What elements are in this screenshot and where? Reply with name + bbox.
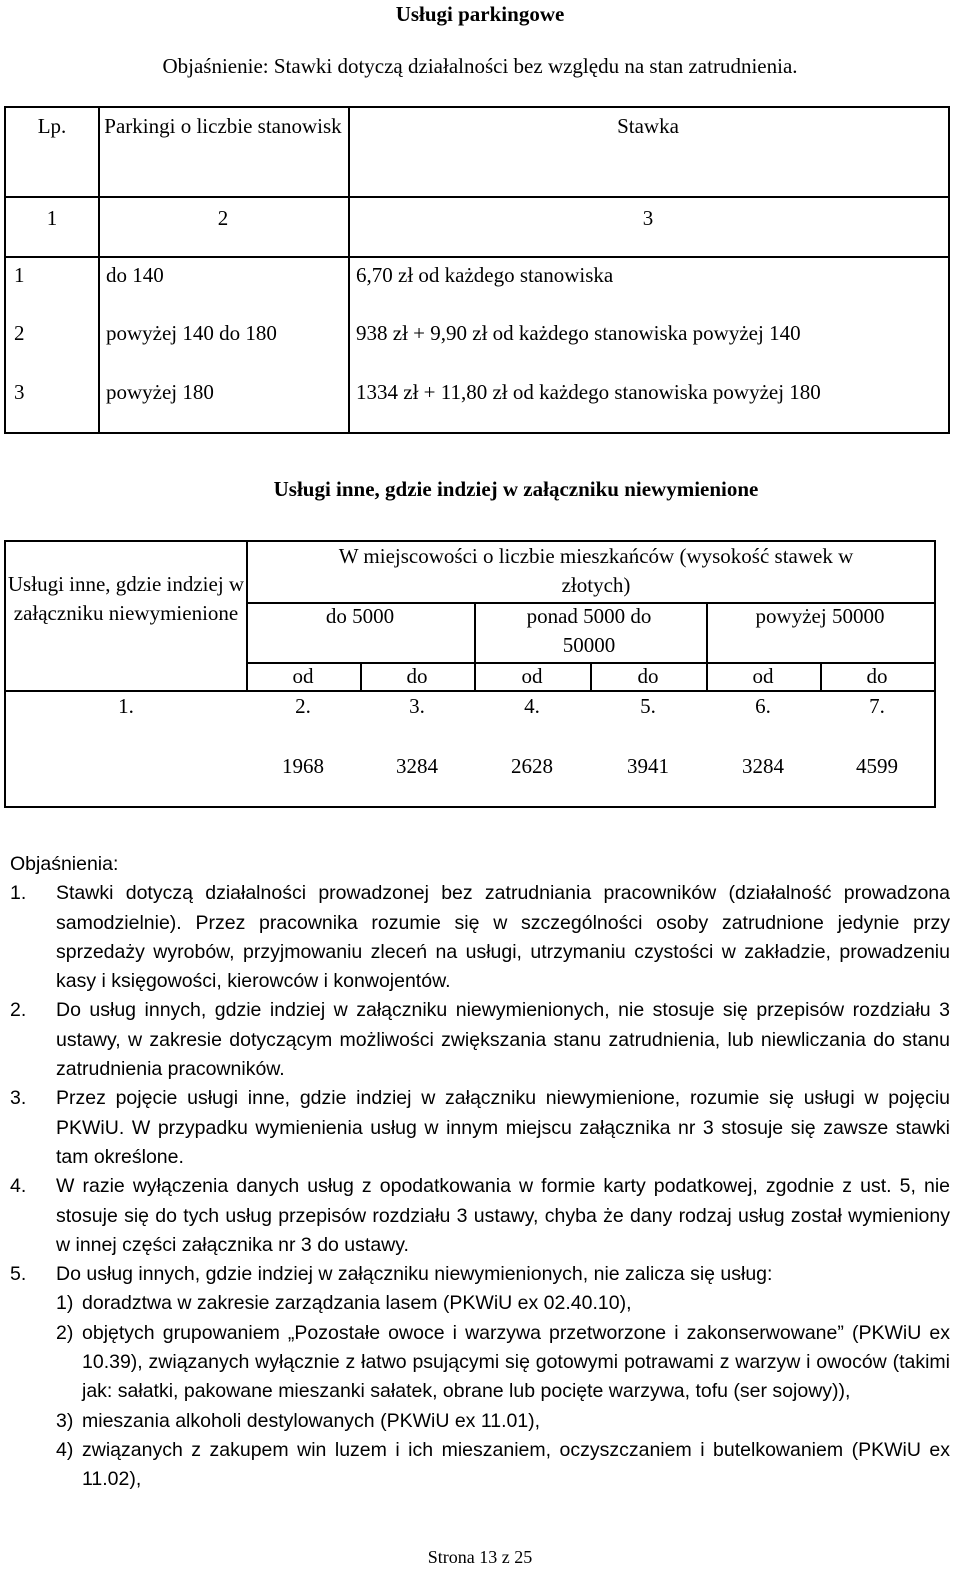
- subitem-number: 1): [56, 1292, 74, 1315]
- note-item: [10, 879, 950, 996]
- row-number: 1: [14, 263, 25, 287]
- rate-value: 1968: [282, 754, 324, 778]
- od-label: od: [292, 664, 314, 688]
- table-divider: [6, 196, 948, 198]
- note-text: W razie wyłączenia danych usług z opodatkowania w formie karty podatkowej, zgodnie z ust. 5, nie stosuje się do tych usług przepisów rozdziału 3 ustawy, chyba że dany rodzaj usług został wymieniony w innej części załącznika nr 3 do ustawy.: [56, 1175, 950, 1256]
- notes-heading: Objaśnienia:: [10, 853, 119, 875]
- column-index: 4.: [524, 694, 540, 718]
- table-divider: [348, 108, 350, 432]
- section-title: Usługi inne, gdzie indziej w załączniku niewymienione: [273, 477, 759, 501]
- header-parking-spaces: Parkingi o liczbie stanowisk: [104, 114, 342, 138]
- explanation-text: Objaśnienie: Stawki dotyczą działalności bez względu na stan zatrudnienia.: [162, 54, 798, 78]
- column-index: 3: [642, 206, 654, 230]
- note-item: [10, 1172, 950, 1260]
- column-index: 3.: [409, 694, 425, 718]
- column-index: 7.: [869, 694, 885, 718]
- subitem-number: 2): [56, 1321, 74, 1344]
- od-label: od: [521, 664, 543, 688]
- note-subitem: [10, 1289, 950, 1318]
- row-number: 3: [14, 380, 25, 404]
- rate-value: 3941: [627, 754, 669, 778]
- note-item: [10, 1084, 950, 1172]
- other-services-table: [4, 540, 936, 808]
- row-range: powyżej 180: [106, 380, 214, 404]
- subitem-text: doradztwa w zakresie zarządzania lasem (PKWiU ex 02.40.10),: [82, 1292, 632, 1315]
- table-divider: [6, 256, 948, 258]
- range-header: do 5000: [325, 604, 395, 628]
- header-lp: Lp.: [37, 114, 67, 138]
- header-rate: Stawka: [617, 114, 679, 138]
- column-index: 5.: [640, 694, 656, 718]
- subitem-number: 4): [56, 1438, 74, 1461]
- note-item: [10, 1260, 950, 1289]
- row-rate: 938 zł + 9,90 zł od każdego stanowiska powyżej 140: [356, 321, 801, 345]
- row-number: 2: [14, 321, 25, 345]
- column-index: 1.: [118, 694, 134, 718]
- rate-value: 3284: [396, 754, 438, 778]
- note-text: Przez pojęcie usługi inne, gdzie indziej w załączniku niewymienione, rozumie się usługi w pojęciu PKWiU. W przypadku wymienienia usług w innym miejscu załącznika nr 3 stosuje się zawsze stawki tam określone.: [56, 1087, 950, 1168]
- rate-value: 4599: [856, 754, 898, 778]
- note-number: 3.: [10, 1087, 27, 1110]
- column-index: 1: [46, 206, 58, 230]
- range-header: ponad 5000 do 50000: [526, 604, 652, 657]
- do-label: do: [866, 664, 888, 688]
- note-number: 4.: [10, 1175, 27, 1198]
- rate-value: 3284: [742, 754, 784, 778]
- notes-section: [10, 850, 950, 1495]
- subitem-text: mieszania alkoholi destylowanych (PKWiU ex 11.01),: [82, 1409, 541, 1432]
- do-label: do: [637, 664, 659, 688]
- note-subitem: [10, 1407, 950, 1436]
- note-subitem: [10, 1319, 950, 1407]
- column-index: 2: [217, 206, 229, 230]
- od-label: od: [752, 664, 774, 688]
- page-number: Strona 13 z 25: [427, 1547, 533, 1567]
- subitem-text: objętych grupowaniem „Pozostałe owoce i warzywa przetworzone i zakonserwowane” (PKWiU ex 10.39), związanych wyłącznie z łatwo psującymi się gotowymi potrawami z warzyw i owoców (takimi jak: sałatki, pakowane mieszanki sałatek, obrane lub pocięte warzywa, tofu (ser sojowy)),: [82, 1321, 950, 1403]
- note-number: 2.: [10, 999, 27, 1022]
- parking-rates-table: [4, 106, 950, 434]
- subitem-number: 3): [56, 1409, 74, 1432]
- range-header: powyżej 50000: [755, 604, 885, 628]
- column-index: 2.: [295, 694, 311, 718]
- subitem-text: związanych z zakupem win luzem i ich mieszaniem, oczyszczaniem i butelkowaniem (PKWiU ex 11.02),: [82, 1438, 950, 1491]
- row-range: powyżej 140 do 180: [106, 321, 277, 345]
- table-divider: [98, 108, 100, 432]
- note-number: 1.: [10, 882, 27, 905]
- note-subitem: [10, 1436, 950, 1495]
- note-text: Stawki dotyczą działalności prowadzonej bez zatrudniania pracowników (działalność prowadzona samodzielnie). Przez pracownika rozumie się w szczególności osoby zatrudnione jedynie przy sprzedaży wyrobów, przyjmowaniu zleceń na usługi, utrzymaniu czystości w zakładzie, prowadzeniu kasy i księgowości, kierowców i konwojentów.: [56, 882, 950, 993]
- group-header: W miejscowości o liczbie mieszkańców (wysokość stawek w złotych): [338, 544, 854, 597]
- rate-value: 2628: [511, 754, 553, 778]
- row-range: do 140: [106, 263, 164, 287]
- note-text: Do usług innych, gdzie indziej w załączniku niewymienionych, nie stosuje się przepisów rozdziału 3 ustawy, w zakresie dotyczącym możliwości zwiększania stanu zatrudnienia, lub niewliczania do stanu zatrudnienia pracowników.: [56, 999, 950, 1081]
- row-rate: 6,70 zł od każdego stanowiska: [356, 263, 614, 287]
- page-title: Usługi parkingowe: [395, 2, 565, 26]
- do-label: do: [406, 664, 428, 688]
- row-header: Usługi inne, gdzie indziej w załączniku niewymienione: [7, 572, 245, 625]
- row-rate: 1334 zł + 11,80 zł od każdego stanowiska powyżej 180: [356, 380, 821, 404]
- column-index: 6.: [755, 694, 771, 718]
- note-text: Do usług innych, gdzie indziej w załączniku niewymienionych, nie zalicza się usług:: [56, 1263, 773, 1286]
- note-item: [10, 996, 950, 1084]
- note-number: 5.: [10, 1263, 27, 1286]
